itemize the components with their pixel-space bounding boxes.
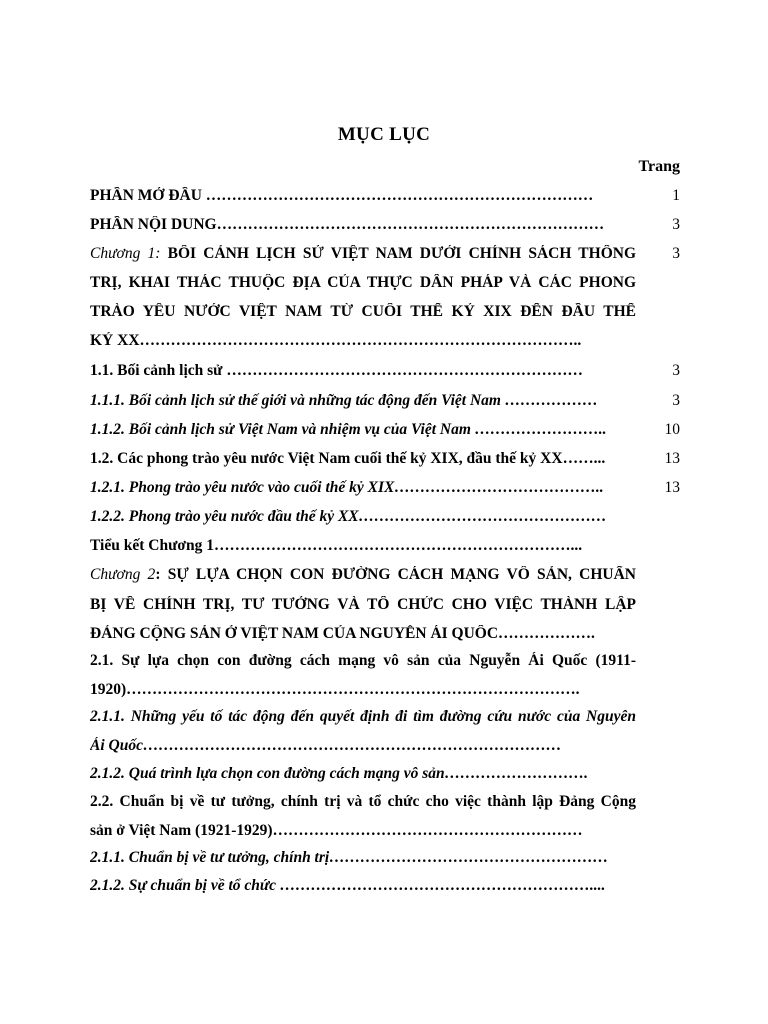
toc-page-number: 3 bbox=[672, 362, 680, 379]
toc-entry: 2.2. Chuẩn bị về tư tưởng, chính trị và tổ chức cho việc thành lập Đảng Cộng bbox=[90, 793, 636, 810]
toc-entry: 2.1. Sự lựa chọn con đường cách mạng vô sản của Nguyễn Ái Quốc (1911- bbox=[90, 652, 636, 669]
toc-entry-continuation: sản ở Việt Nam (1921-1929)…………………………………………………… bbox=[90, 822, 583, 839]
toc-entry: 1.1.2. Bối cảnh lịch sử Việt Nam và nhiệm vụ của Việt Nam …………………….. bbox=[90, 421, 607, 438]
toc-entry-continuation: KỶ XX………………………………………………………………………….. bbox=[90, 332, 582, 349]
toc-entry: PHẦN MỞ ĐẦU ………………………………………………………………… bbox=[90, 187, 594, 204]
toc-page-number: 3 bbox=[672, 392, 680, 409]
toc-entry: 2.1.2. Sự chuẩn bị về tổ chức …………………………………………………….... bbox=[90, 877, 606, 894]
toc-entry-continuation: ĐẢNG CỘNG SẢN Ở VIỆT NAM CỦA NGUYỄN ÁI QUỐC………………. bbox=[90, 625, 595, 642]
toc-entry: 2.1.1. Những yếu tố tác động đến quyết định đi tìm đường cứu nước của Nguyên bbox=[90, 708, 636, 725]
toc-entry: Chương 2: SỰ LỰA CHỌN CON ĐƯỜNG CÁCH MẠNG VÔ SẢN, CHUẨN bbox=[90, 566, 636, 583]
toc-page-number: 3 bbox=[672, 216, 680, 233]
toc-entry: 1.1.1. Bối cảnh lịch sử thế giới và những tác động đến Việt Nam ……………… bbox=[90, 392, 598, 409]
toc-entry-continuation: BỊ VỀ CHÍNH TRỊ, TƯ TƯỞNG VÀ TỔ CHỨC CHO VIỆC THÀNH LẬP bbox=[90, 596, 636, 613]
toc-entry: 1.1. Bối cảnh lịch sử …………………………………………………………… bbox=[90, 362, 583, 379]
toc-entry: 1.2. Các phong trào yêu nước Việt Nam cuối thế kỷ XIX, đầu thế kỷ XX……... bbox=[90, 450, 606, 467]
toc-entry-continuation: TRỊ, KHAI THÁC THUỘC ĐỊA CỦA THỰC DÂN PHÁP VÀ CÁC PHONG bbox=[90, 274, 636, 291]
toc-entry: 1.2.1. Phong trào yêu nước vào cuối thế kỷ XIX………………………………….. bbox=[90, 479, 604, 496]
toc-entry: 1.2.2. Phong trào yêu nước đầu thế kỷ XX………………………………………… bbox=[90, 508, 607, 525]
toc-entry: Chương 1: BỐI CẢNH LỊCH SỬ VIỆT NAM DƯỚI CHÍNH SÁCH THỐNG bbox=[90, 245, 636, 262]
toc-page-number: 13 bbox=[664, 450, 680, 467]
toc-page-number: 13 bbox=[664, 479, 680, 496]
toc-page-number: 1 bbox=[672, 187, 680, 204]
toc-page-number: 10 bbox=[664, 421, 680, 438]
toc-page-number: 3 bbox=[672, 245, 680, 262]
toc-entry: PHẦN NỘI DUNG………………………………………………………………… bbox=[90, 216, 605, 233]
page-column-header: Trang bbox=[638, 158, 680, 175]
toc-entry-continuation: 1920)……………………………………………………………………………. bbox=[90, 681, 580, 698]
toc-entry-continuation: TRÀO YÊU NƯỚC VIỆT NAM TỪ CUỐI THẾ KỶ XIX ĐẾN ĐẦU THẾ bbox=[90, 303, 636, 320]
page-title: MỤC LỤC bbox=[337, 124, 431, 145]
toc-entry-continuation: Ái Quốc……………………………………………………………………… bbox=[90, 737, 562, 754]
toc-entry: Tiểu kết Chương 1……………………………………………………………... bbox=[90, 537, 583, 554]
toc-entry: 2.1.1. Chuẩn bị về tư tưởng, chính trị……………………………………………… bbox=[90, 849, 609, 866]
toc-entry: 2.1.2. Quá trình lựa chọn con đường cách mạng vô sản………………………. bbox=[90, 765, 588, 782]
